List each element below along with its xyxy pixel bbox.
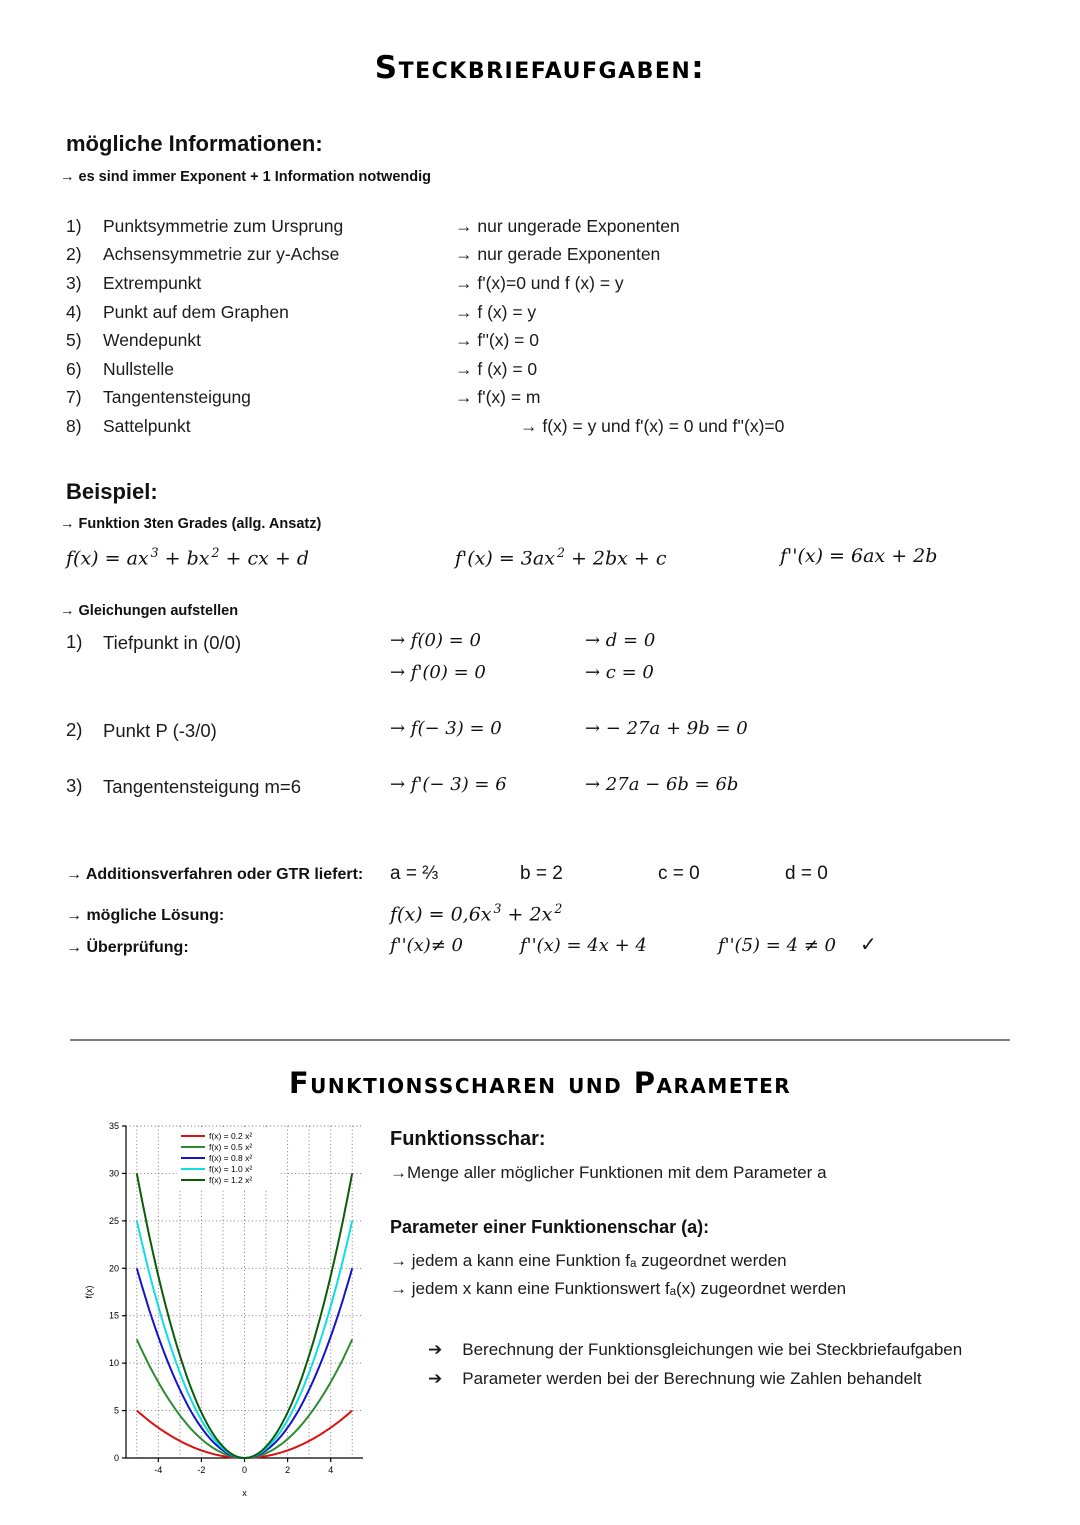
svg-text:35: 35 (108, 1121, 119, 1131)
eq-row-equation: → f(0) = 0 (390, 630, 481, 651)
eq-row-result: → 27a − 6b = 6b (585, 774, 739, 795)
chart-svg (80, 1118, 375, 1508)
check-condition: f''(x)≠ 0 (390, 935, 464, 956)
svg-text:20: 20 (108, 1263, 119, 1274)
item-number: 2) (66, 244, 82, 265)
item-label: Punkt auf dem Graphen (103, 301, 289, 322)
svg-text:-2: -2 (197, 1465, 206, 1475)
svg-text:5: 5 (113, 1405, 119, 1416)
info-item (66, 326, 1026, 355)
value-a: a = ⅔ (390, 863, 439, 884)
svg-text:0: 0 (113, 1453, 119, 1463)
svg-text:f(x): f(x) (84, 1285, 94, 1299)
svg-text:25: 25 (108, 1215, 119, 1226)
function-family-chart (80, 1118, 375, 1513)
item-condition: → f(x) = y und f'(x) = 0 und f''(x)=0 (520, 415, 785, 436)
bullet-line (428, 1369, 922, 1389)
eq-row-equation: → f(− 3) = 0 (390, 718, 502, 739)
solution-formula: f(x) = 0,6x $^3$ + 2x $^2$ (390, 901, 563, 926)
info-item (66, 212, 1026, 241)
eq-row-label: Tiefpunkt in (0/0) (103, 632, 242, 653)
info-note: → es sind immer Exponent + 1 Information notwendig (60, 169, 432, 185)
formula-f: f(x) = ax $^3$ + bx $^2$ + cx + d (66, 545, 310, 570)
svg-text:f(x) = 1.2 x²: f(x) = 1.2 x² (209, 1175, 253, 1185)
parameter-point-2: → jedem x kann eine Funktionswert fₐ(x) zugeordnet werden (390, 1279, 847, 1298)
section-divider (70, 1039, 1010, 1041)
check-derivative: f''(x) = 4x + 4 (520, 935, 647, 956)
item-number: 7) (66, 387, 82, 408)
check-evaluation: f''(5) = 4 ≠ 0 (718, 935, 837, 956)
item-condition: → nur ungerade Exponenten (455, 215, 680, 236)
svg-text:10: 10 (108, 1358, 119, 1369)
heavy-arrow-icon: ➔ (428, 1340, 443, 1359)
item-condition: → f (x) = y (455, 301, 537, 322)
item-number: 1) (66, 215, 82, 236)
item-label: Wendepunkt (103, 330, 201, 351)
svg-text:2: 2 (285, 1465, 291, 1475)
beispiel-heading: Beispiel: (66, 479, 158, 504)
heavy-arrow-icon: ➔ (428, 1369, 443, 1388)
solution-label: → mögliche Lösung: (66, 907, 225, 924)
item-number: 5) (66, 330, 82, 351)
info-item (66, 384, 1026, 413)
eq-row-label: Tangentensteigung m=6 (103, 776, 301, 797)
page-title: Steckbriefaufgaben: (374, 50, 706, 86)
formula-f1: f'(x) = 3ax $^2$ + 2bx + c (455, 545, 667, 570)
info-list (66, 212, 1026, 441)
item-label: Achsensymmetrie zur y-Achse (103, 244, 340, 265)
funktionsschar-heading: Funktionsschar: (390, 1128, 546, 1150)
svg-text:f(x) = 1.0 x²: f(x) = 1.0 x² (209, 1164, 253, 1174)
eq-row-equation: → f'(− 3) = 6 (390, 774, 507, 795)
second-section-title: Funktionsscharen und Parameter (288, 1066, 792, 1100)
item-label: Extrempunkt (103, 272, 202, 293)
info-section-heading: mögliche Informationen: (66, 131, 323, 156)
eq-row-label: Punkt P (-3/0) (103, 720, 217, 741)
item-label: Nullstelle (103, 358, 174, 379)
item-number: 3) (66, 272, 82, 293)
item-condition: → nur gerade Exponenten (455, 244, 661, 265)
svg-text:f(x) = 0.2 x²: f(x) = 0.2 x² (209, 1131, 253, 1141)
gleichungen-heading: → Gleichungen aufstellen (60, 603, 239, 619)
parameter-heading: Parameter einer Funktionenschar (a): (390, 1217, 710, 1237)
svg-text:0: 0 (241, 1465, 248, 1475)
item-label: Punktsymmetrie zum Ursprung (103, 215, 344, 236)
ansatz-heading: → Funktion 3ten Grades (allg. Ansatz) (60, 516, 322, 532)
check-mark-icon: ✓ (860, 934, 877, 956)
bullet-text: Parameter werden bei der Berechnung wie Zahlen behandelt (462, 1369, 922, 1388)
info-item (66, 269, 1026, 298)
eq-row-result: → − 27a + 9b = 0 (585, 718, 748, 739)
check-label: → Überprüfung: (66, 939, 189, 956)
svg-text:f(x) = 0.8 x²: f(x) = 0.8 x² (209, 1153, 253, 1163)
item-label: Tangentensteigung (103, 387, 251, 408)
eq-row-number: 3) (66, 775, 83, 796)
item-condition: → f'(x)=0 und f (x) = y (455, 272, 624, 293)
info-item (66, 355, 1026, 384)
item-condition: → f''(x) = 0 (455, 330, 539, 351)
item-number: 6) (66, 358, 82, 379)
eq-row-result: → d = 0 (585, 630, 656, 651)
value-c: c = 0 (658, 863, 700, 884)
info-item (66, 412, 1026, 441)
item-number: 8) (66, 415, 82, 436)
item-condition: → f (x) = 0 (455, 358, 538, 379)
parameter-point-1: → jedem a kann eine Funktion fₐ zugeordnet werden (390, 1251, 787, 1270)
svg-text:4: 4 (328, 1465, 334, 1475)
eq-row-equation: → f'(0) = 0 (390, 662, 486, 683)
bullet-text: Berechnung der Funktionsgleichungen wie bei Steckbriefaufgaben (462, 1340, 963, 1359)
svg-text:15: 15 (108, 1310, 119, 1321)
addition-label: → Additionsverfahren oder GTR liefert: (66, 866, 364, 883)
bullet-line (428, 1340, 962, 1360)
formula-f2: f''(x) = 6ax + 2b (780, 545, 938, 567)
eq-row-number: 2) (66, 719, 83, 740)
svg-text:-4: -4 (154, 1465, 163, 1475)
value-b: b = 2 (520, 863, 563, 884)
svg-text:f(x) = 0.5 x²: f(x) = 0.5 x² (209, 1142, 253, 1152)
value-d: d = 0 (785, 863, 828, 884)
item-label: Sattelpunkt (103, 415, 191, 436)
svg-text:x: x (242, 1488, 247, 1498)
eq-row-result: → c = 0 (585, 662, 654, 683)
item-number: 4) (66, 301, 82, 322)
info-item (66, 298, 1026, 327)
svg-text:30: 30 (108, 1168, 119, 1179)
info-item (66, 241, 1026, 270)
funktionsschar-definition: →Menge aller möglicher Funktionen mit dem Parameter a (390, 1163, 827, 1182)
eq-row-number: 1) (66, 631, 83, 652)
item-condition: → f'(x) = m (455, 387, 541, 408)
